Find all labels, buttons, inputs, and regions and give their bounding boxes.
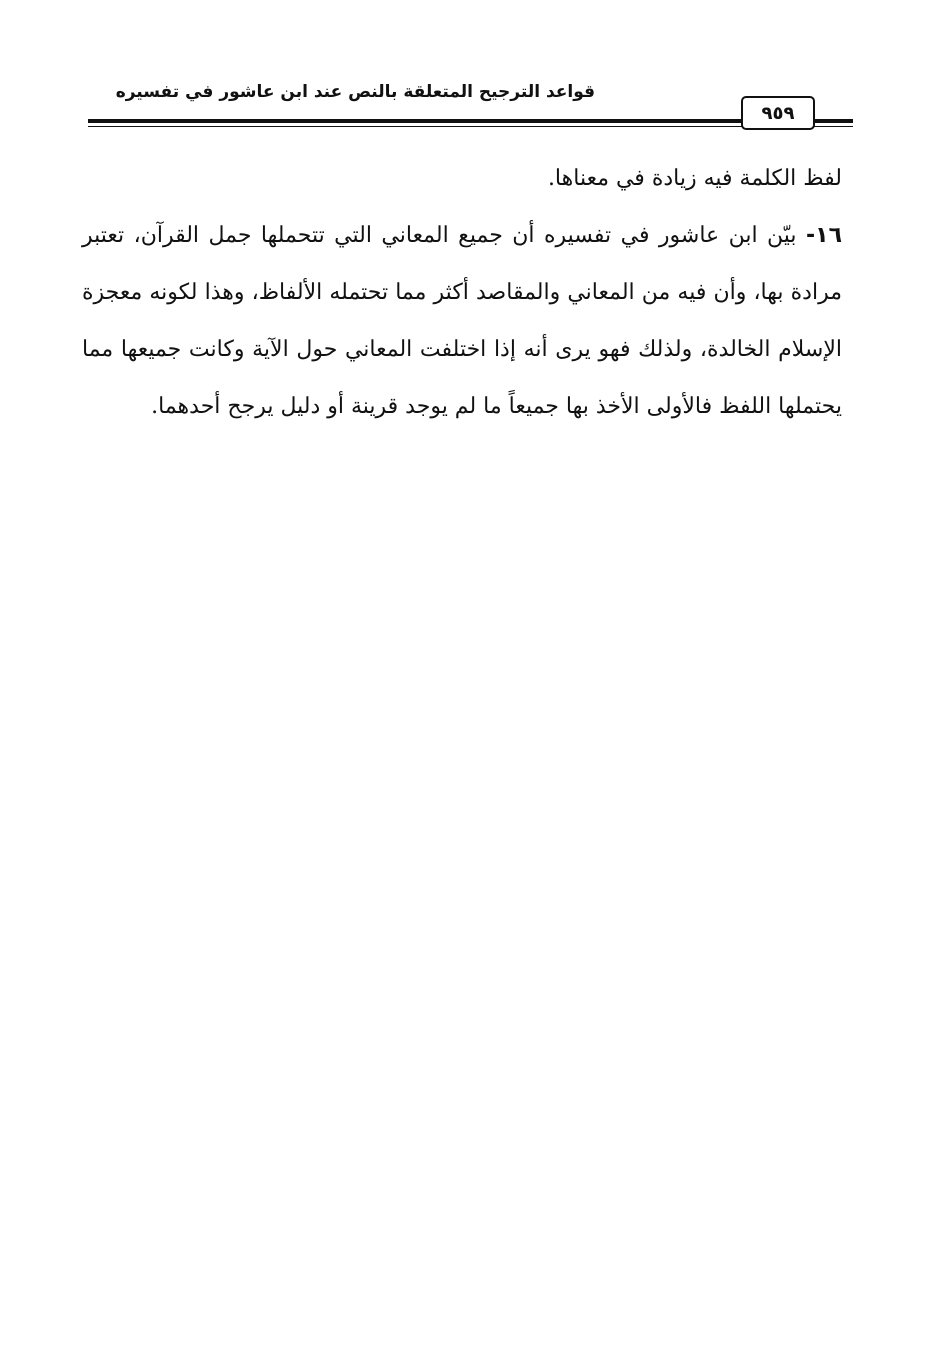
- numbered-paragraph: [82, 207, 842, 435]
- header-rule-thick: [88, 119, 853, 123]
- item-text: بيّن ابن عاشور في تفسيره أن جميع المعاني التي تتحملها جمل القرآن، تعتبر مرادة بها، وأن فيه من المعاني والمقاصد أكثر مما تحتمله الألفاظ، وهذا لكونه معجزة الإسلام الخالدة، ولذلك فهو يرى أنه إذا اختلفت المعاني حول الآية وكانت جميعها مما يحتملها اللفظ فالأولى الأخذ بها جميعاً ما لم يوجد قرينة أو دليل يرجح أحدهما.: [82, 223, 842, 419]
- header-rule-thin: [88, 126, 853, 127]
- continuation-paragraph: لفظ الكلمة فيه زيادة في معناها.: [547, 166, 842, 191]
- running-header-title: قواعد الترجيح المتعلقة بالنص عند ابن عاشور في تفسيره: [115, 82, 595, 102]
- item-number: ١٦-: [806, 223, 842, 248]
- page-number: ٩٥٩: [741, 96, 815, 130]
- body-text: [82, 150, 842, 435]
